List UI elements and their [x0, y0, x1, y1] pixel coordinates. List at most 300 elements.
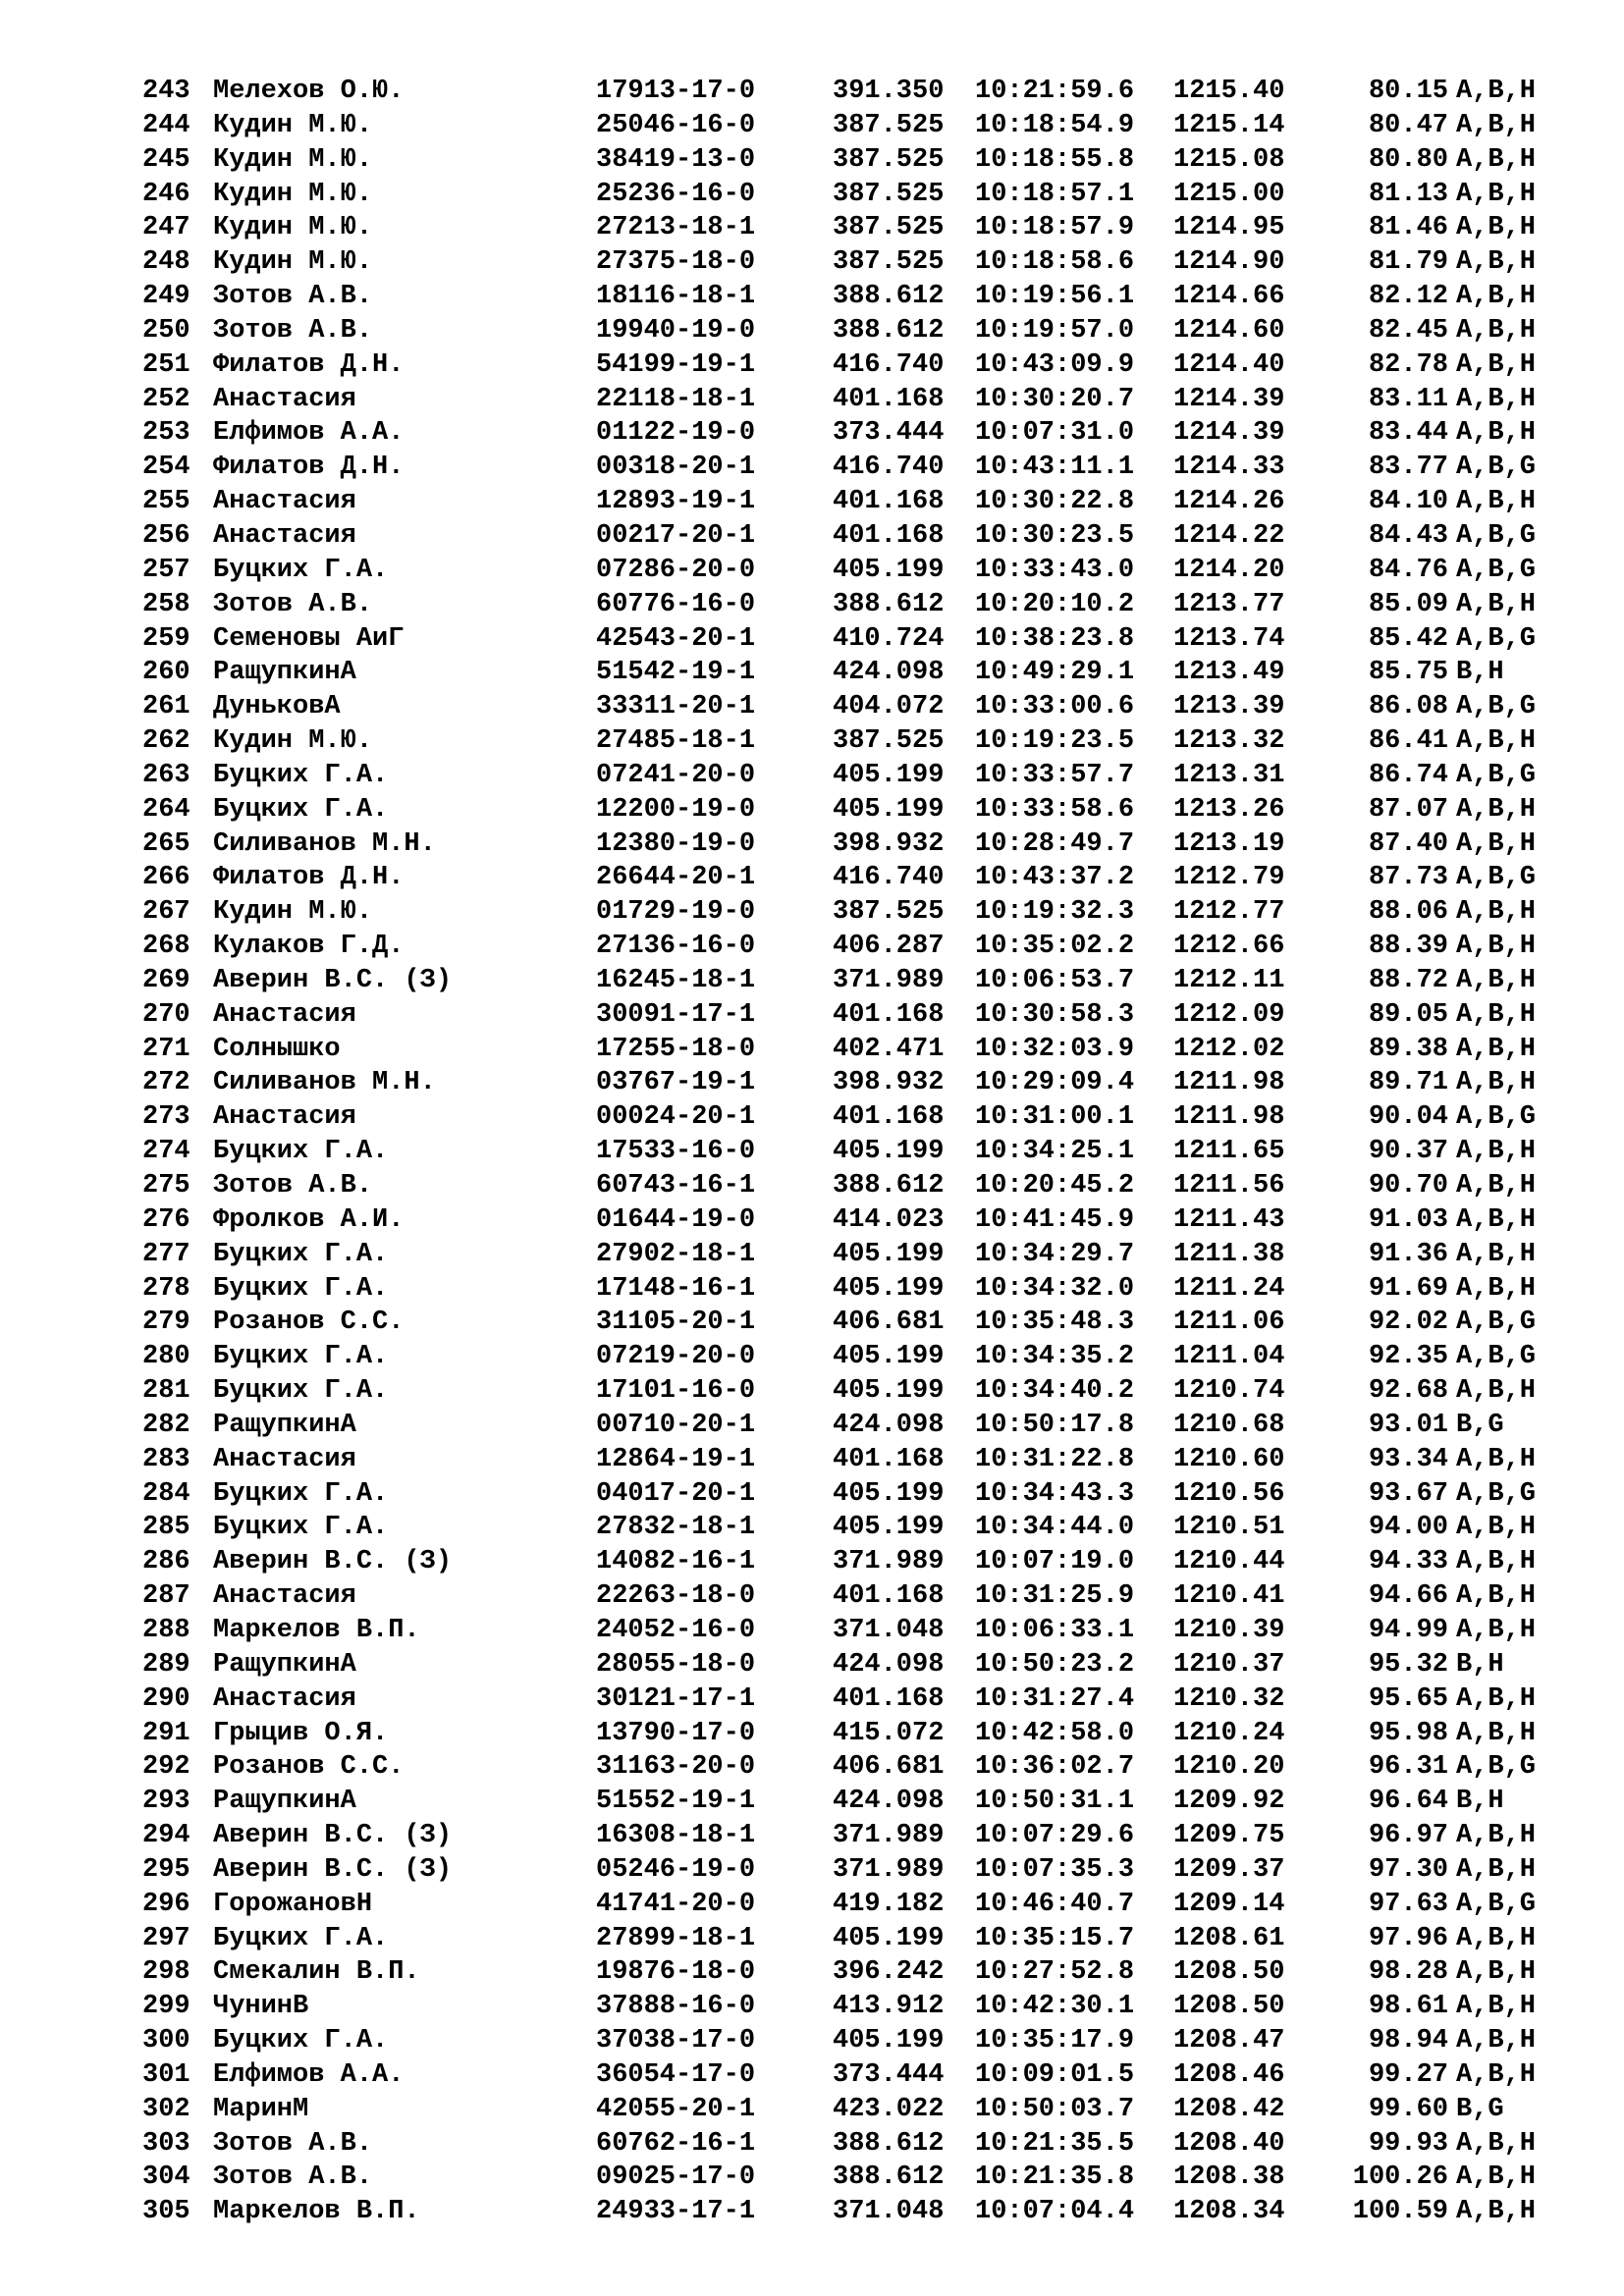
ring-number: 22263-18-0 — [596, 1581, 756, 1612]
percent: 97.63 — [1368, 1889, 1448, 1919]
table-row — [142, 759, 1556, 793]
speed: 1210.37 — [1173, 1649, 1285, 1680]
table-row — [142, 2058, 1556, 2093]
arrival-time: 10:49:29.1 — [975, 658, 1135, 688]
speed: 1214.26 — [1173, 487, 1285, 517]
participant-name: Буцких Г.А. — [213, 1376, 389, 1407]
place-number: 290 — [142, 1683, 190, 1714]
category-marks: A,B,H — [1456, 247, 1537, 278]
distance: 388.612 — [833, 282, 945, 312]
distance: 401.168 — [833, 384, 945, 414]
arrival-time: 10:30:20.7 — [975, 384, 1135, 414]
speed: 1215.00 — [1173, 179, 1285, 209]
participant-name: Анастасия — [213, 1444, 356, 1474]
table-row — [142, 1750, 1556, 1785]
participant-name: Буцких Г.А. — [213, 1923, 389, 1953]
percent: 86.08 — [1368, 692, 1448, 722]
table-row — [142, 2093, 1556, 2127]
place-number: 296 — [142, 1889, 190, 1919]
participant-name: Кудин М.Ю. — [213, 897, 373, 928]
table-row — [142, 109, 1556, 143]
percent: 95.98 — [1368, 1718, 1448, 1748]
speed: 1209.37 — [1173, 1854, 1285, 1885]
participant-name: Аверин В.С. (З) — [213, 1547, 453, 1577]
arrival-time: 10:18:55.8 — [975, 144, 1135, 175]
speed: 1210.44 — [1173, 1547, 1285, 1577]
distance: 388.612 — [833, 315, 945, 346]
participant-name: Семеновы АиГ — [213, 623, 405, 654]
place-number: 299 — [142, 1992, 190, 2022]
ring-number: 19876-18-0 — [596, 1957, 756, 1988]
distance: 424.098 — [833, 1649, 945, 1680]
percent: 94.66 — [1368, 1581, 1448, 1612]
speed: 1208.38 — [1173, 2163, 1285, 2193]
arrival-time: 10:06:53.7 — [975, 965, 1135, 995]
participant-name: РащупкинА — [213, 658, 356, 688]
arrival-time: 10:30:22.8 — [975, 487, 1135, 517]
participant-name: Кудин М.Ю. — [213, 110, 373, 140]
table-row — [142, 690, 1556, 724]
category-marks: A,B,G — [1456, 520, 1537, 551]
participant-name: Аверин В.С. (З) — [213, 1854, 453, 1885]
arrival-time: 10:19:32.3 — [975, 897, 1135, 928]
table-row — [142, 1990, 1556, 2024]
place-number: 246 — [142, 179, 190, 209]
category-marks: A,B,H — [1456, 1137, 1537, 1167]
percent: 100.59 — [1352, 2197, 1448, 2227]
category-marks: A,B,H — [1456, 794, 1537, 825]
table-row — [142, 1579, 1556, 1614]
distance: 371.048 — [833, 1615, 945, 1645]
table-row — [142, 930, 1556, 964]
category-marks: A,B,H — [1456, 1068, 1537, 1098]
category-marks: A,B,H — [1456, 315, 1537, 346]
ring-number: 16308-18-1 — [596, 1821, 756, 1851]
ring-number: 12200-19-0 — [596, 794, 756, 825]
arrival-time: 10:31:00.1 — [975, 1102, 1135, 1133]
distance: 405.199 — [833, 555, 945, 585]
category-marks: A,B,H — [1456, 213, 1537, 243]
place-number: 275 — [142, 1171, 190, 1201]
table-row — [142, 1785, 1556, 1819]
place-number: 285 — [142, 1513, 190, 1543]
speed: 1208.61 — [1173, 1923, 1285, 1953]
table-row — [142, 1203, 1556, 1238]
percent: 82.12 — [1368, 282, 1448, 312]
percent: 97.96 — [1368, 1923, 1448, 1953]
place-number: 280 — [142, 1342, 190, 1372]
participant-name: Буцких Г.А. — [213, 1342, 389, 1372]
ring-number: 27832-18-1 — [596, 1513, 756, 1543]
arrival-time: 10:43:11.1 — [975, 453, 1135, 483]
place-number: 254 — [142, 453, 190, 483]
category-marks: A,B,G — [1456, 1102, 1537, 1133]
category-marks: A,B,H — [1456, 1444, 1537, 1474]
distance: 388.612 — [833, 2128, 945, 2159]
category-marks: A,B,H — [1456, 965, 1537, 995]
participant-name: Маркелов В.П. — [213, 1615, 420, 1645]
arrival-time: 10:29:09.4 — [975, 1068, 1135, 1098]
table-row — [142, 1511, 1556, 1545]
distance: 405.199 — [833, 2026, 945, 2056]
category-marks: A,B,H — [1456, 2128, 1537, 2159]
table-row — [142, 998, 1556, 1033]
category-marks: A,B,G — [1456, 555, 1537, 585]
distance: 401.168 — [833, 487, 945, 517]
ring-number: 26644-20-1 — [596, 863, 756, 893]
speed: 1210.74 — [1173, 1376, 1285, 1407]
distance: 423.022 — [833, 2094, 945, 2124]
arrival-time: 10:20:10.2 — [975, 589, 1135, 619]
arrival-time: 10:27:52.8 — [975, 1957, 1135, 1988]
ring-number: 14082-16-1 — [596, 1547, 756, 1577]
category-marks: A,B,G — [1456, 692, 1537, 722]
speed: 1209.92 — [1173, 1787, 1285, 1817]
ring-number: 17101-16-0 — [596, 1376, 756, 1407]
place-number: 252 — [142, 384, 190, 414]
speed: 1212.77 — [1173, 897, 1285, 928]
ring-number: 42543-20-1 — [596, 623, 756, 654]
distance: 387.525 — [833, 110, 945, 140]
category-marks: A,B,H — [1456, 1683, 1537, 1714]
ring-number: 27375-18-0 — [596, 247, 756, 278]
distance: 387.525 — [833, 897, 945, 928]
table-row — [142, 1033, 1556, 1067]
ring-number: 13790-17-0 — [596, 1718, 756, 1748]
participant-name: Силиванов М.Н. — [213, 1068, 436, 1098]
participant-name: Буцких Г.А. — [213, 760, 389, 790]
place-number: 250 — [142, 315, 190, 346]
participant-name: Буцких Г.А. — [213, 1478, 389, 1509]
percent: 80.15 — [1368, 77, 1448, 106]
table-row — [142, 1272, 1556, 1307]
distance: 371.989 — [833, 1821, 945, 1851]
place-number: 289 — [142, 1649, 190, 1680]
participant-name: Аверин В.С. (З) — [213, 1821, 453, 1851]
participant-name: Филатов Д.Н. — [213, 349, 405, 380]
ring-number: 25046-16-0 — [596, 110, 756, 140]
ring-number: 33311-20-1 — [596, 692, 756, 722]
speed: 1208.47 — [1173, 2026, 1285, 2056]
percent: 87.73 — [1368, 863, 1448, 893]
percent: 81.79 — [1368, 247, 1448, 278]
percent: 99.60 — [1368, 2094, 1448, 2124]
distance: 388.612 — [833, 589, 945, 619]
speed: 1213.31 — [1173, 760, 1285, 790]
ring-number: 60762-16-1 — [596, 2128, 756, 2159]
participant-name: Буцких Г.А. — [213, 1137, 389, 1167]
arrival-time: 10:43:37.2 — [975, 863, 1135, 893]
category-marks: A,B,H — [1456, 1513, 1537, 1543]
category-marks: A,B,G — [1456, 1308, 1537, 1338]
speed: 1212.02 — [1173, 1034, 1285, 1064]
speed: 1215.08 — [1173, 144, 1285, 175]
ring-number: 17255-18-0 — [596, 1034, 756, 1064]
category-marks: A,B,H — [1456, 999, 1537, 1030]
distance: 419.182 — [833, 1889, 945, 1919]
arrival-time: 10:33:00.6 — [975, 692, 1135, 722]
table-row — [142, 1100, 1556, 1135]
percent: 98.28 — [1368, 1957, 1448, 1988]
speed: 1208.50 — [1173, 1992, 1285, 2022]
category-marks: A,B,H — [1456, 349, 1537, 380]
percent: 90.70 — [1368, 1171, 1448, 1201]
place-number: 271 — [142, 1034, 190, 1064]
ring-number: 01122-19-0 — [596, 418, 756, 449]
speed: 1213.32 — [1173, 726, 1285, 757]
place-number: 303 — [142, 2128, 190, 2159]
place-number: 298 — [142, 1957, 190, 1988]
arrival-time: 10:18:54.9 — [975, 110, 1135, 140]
arrival-time: 10:38:23.8 — [975, 623, 1135, 654]
participant-name: Кудин М.Ю. — [213, 213, 373, 243]
participant-name: Елфимов А.А. — [213, 2059, 405, 2090]
arrival-time: 10:41:45.9 — [975, 1204, 1135, 1235]
place-number: 305 — [142, 2197, 190, 2227]
ring-number: 25236-16-0 — [596, 179, 756, 209]
speed: 1212.66 — [1173, 932, 1285, 962]
arrival-time: 10:30:23.5 — [975, 520, 1135, 551]
participant-name: РащупкинА — [213, 1410, 356, 1440]
percent: 88.72 — [1368, 965, 1448, 995]
percent: 96.97 — [1368, 1821, 1448, 1851]
table-row — [142, 2127, 1556, 2162]
ring-number: 24052-16-0 — [596, 1615, 756, 1645]
ring-number: 17913-17-0 — [596, 77, 756, 106]
percent: 91.03 — [1368, 1204, 1448, 1235]
ring-number: 54199-19-1 — [596, 349, 756, 380]
table-row — [142, 828, 1556, 862]
percent: 85.09 — [1368, 589, 1448, 619]
table-row — [142, 1477, 1556, 1512]
ring-number: 07286-20-0 — [596, 555, 756, 585]
distance: 398.932 — [833, 1068, 945, 1098]
distance: 405.199 — [833, 1239, 945, 1269]
participant-name: ГорожановН — [213, 1889, 373, 1919]
place-number: 283 — [142, 1444, 190, 1474]
speed: 1214.33 — [1173, 453, 1285, 483]
ring-number: 00318-20-1 — [596, 453, 756, 483]
participant-name: Анастасия — [213, 487, 356, 517]
place-number: 248 — [142, 247, 190, 278]
table-row — [142, 280, 1556, 314]
participant-name: Буцких Г.А. — [213, 1513, 389, 1543]
percent: 83.77 — [1368, 453, 1448, 483]
percent: 93.67 — [1368, 1478, 1448, 1509]
category-marks: B,H — [1456, 1787, 1504, 1817]
arrival-time: 10:50:31.1 — [975, 1787, 1135, 1817]
arrival-time: 10:19:56.1 — [975, 282, 1135, 312]
arrival-time: 10:19:57.0 — [975, 315, 1135, 346]
arrival-time: 10:42:58.0 — [975, 1718, 1135, 1748]
arrival-time: 10:32:03.9 — [975, 1034, 1135, 1064]
percent: 86.74 — [1368, 760, 1448, 790]
distance: 405.199 — [833, 1273, 945, 1304]
table-row — [142, 588, 1556, 622]
ring-number: 27485-18-1 — [596, 726, 756, 757]
percent: 95.65 — [1368, 1683, 1448, 1714]
category-marks: B,H — [1456, 1649, 1504, 1680]
percent: 84.10 — [1368, 487, 1448, 517]
place-number: 293 — [142, 1787, 190, 1817]
table-row — [142, 416, 1556, 451]
category-marks: A,B,H — [1456, 1718, 1537, 1748]
participant-name: ЧунинВ — [213, 1992, 309, 2022]
ring-number: 16245-18-1 — [596, 965, 756, 995]
arrival-time: 10:50:03.7 — [975, 2094, 1135, 2124]
speed: 1210.68 — [1173, 1410, 1285, 1440]
distance: 405.199 — [833, 760, 945, 790]
percent: 96.64 — [1368, 1787, 1448, 1817]
participant-name: Буцких Г.А. — [213, 794, 389, 825]
participant-name: Фролков А.И. — [213, 1204, 405, 1235]
arrival-time: 10:31:22.8 — [975, 1444, 1135, 1474]
participant-name: Зотов А.В. — [213, 2128, 373, 2159]
table-row — [142, 1648, 1556, 1682]
ring-number: 12893-19-1 — [596, 487, 756, 517]
place-number: 292 — [142, 1752, 190, 1783]
place-number: 253 — [142, 418, 190, 449]
distance: 413.912 — [833, 1992, 945, 2022]
participant-name: Кудин М.Ю. — [213, 247, 373, 278]
speed: 1215.40 — [1173, 77, 1285, 106]
table-row — [142, 1443, 1556, 1477]
place-number: 294 — [142, 1821, 190, 1851]
participant-name: Силиванов М.Н. — [213, 828, 436, 859]
speed: 1212.09 — [1173, 999, 1285, 1030]
arrival-time: 10:34:43.3 — [975, 1478, 1135, 1509]
distance: 414.023 — [833, 1204, 945, 1235]
percent: 92.68 — [1368, 1376, 1448, 1407]
table-row — [142, 964, 1556, 998]
place-number: 268 — [142, 932, 190, 962]
ring-number: 27136-16-0 — [596, 932, 756, 962]
participant-name: Анастасия — [213, 999, 356, 1030]
arrival-time: 10:36:02.7 — [975, 1752, 1135, 1783]
speed: 1213.39 — [1173, 692, 1285, 722]
percent: 85.42 — [1368, 623, 1448, 654]
table-row — [142, 1066, 1556, 1100]
arrival-time: 10:30:58.3 — [975, 999, 1135, 1030]
ring-number: 37888-16-0 — [596, 1992, 756, 2022]
table-row — [142, 519, 1556, 554]
place-number: 264 — [142, 794, 190, 825]
place-number: 291 — [142, 1718, 190, 1748]
arrival-time: 10:31:27.4 — [975, 1683, 1135, 1714]
participant-name: Зотов А.В. — [213, 315, 373, 346]
distance: 424.098 — [833, 1410, 945, 1440]
ring-number: 07219-20-0 — [596, 1342, 756, 1372]
category-marks: A,B,H — [1456, 77, 1537, 106]
table-row — [142, 1545, 1556, 1579]
speed: 1211.56 — [1173, 1171, 1285, 1201]
ring-number: 51542-19-1 — [596, 658, 756, 688]
percent: 93.34 — [1368, 1444, 1448, 1474]
table-row — [142, 2195, 1556, 2229]
speed: 1214.39 — [1173, 384, 1285, 414]
distance: 401.168 — [833, 520, 945, 551]
table-row — [142, 1717, 1556, 1751]
arrival-time: 10:21:35.8 — [975, 2163, 1135, 2193]
distance: 401.168 — [833, 1102, 945, 1133]
distance: 415.072 — [833, 1718, 945, 1748]
speed: 1209.75 — [1173, 1821, 1285, 1851]
distance: 424.098 — [833, 658, 945, 688]
ring-number: 12864-19-1 — [596, 1444, 756, 1474]
distance: 401.168 — [833, 1581, 945, 1612]
arrival-time: 10:18:57.9 — [975, 213, 1135, 243]
participant-name: Елфимов А.А. — [213, 418, 405, 449]
participant-name: Зотов А.В. — [213, 1171, 373, 1201]
place-number: 286 — [142, 1547, 190, 1577]
distance: 401.168 — [833, 1683, 945, 1714]
participant-name: Розанов С.С. — [213, 1752, 405, 1783]
category-marks: A,B,H — [1456, 2026, 1537, 2056]
percent: 80.80 — [1368, 144, 1448, 175]
speed: 1208.46 — [1173, 2059, 1285, 2090]
distance: 373.444 — [833, 2059, 945, 2090]
table-row — [142, 1853, 1556, 1888]
participant-name: Анастасия — [213, 1683, 356, 1714]
distance: 401.168 — [833, 1444, 945, 1474]
arrival-time: 10:34:25.1 — [975, 1137, 1135, 1167]
table-row — [142, 793, 1556, 828]
category-marks: A,B,H — [1456, 897, 1537, 928]
arrival-time: 10:21:59.6 — [975, 77, 1135, 106]
percent: 84.43 — [1368, 520, 1448, 551]
ring-number: 17533-16-0 — [596, 1137, 756, 1167]
percent: 89.71 — [1368, 1068, 1448, 1098]
category-marks: A,B,H — [1456, 1376, 1537, 1407]
participant-name: Солнышко — [213, 1034, 341, 1064]
arrival-time: 10:33:58.6 — [975, 794, 1135, 825]
distance: 416.740 — [833, 453, 945, 483]
percent: 94.33 — [1368, 1547, 1448, 1577]
percent: 100.26 — [1352, 2163, 1448, 2193]
table-row — [142, 622, 1556, 657]
percent: 96.31 — [1368, 1752, 1448, 1783]
ring-number: 30121-17-1 — [596, 1683, 756, 1714]
participant-name: ДуньковА — [213, 692, 341, 722]
ring-number: 51552-19-1 — [596, 1787, 756, 1817]
speed: 1210.56 — [1173, 1478, 1285, 1509]
table-row — [142, 724, 1556, 759]
category-marks: A,B,H — [1456, 282, 1537, 312]
category-marks: A,B,H — [1456, 1957, 1537, 1988]
percent: 88.39 — [1368, 932, 1448, 962]
place-number: 279 — [142, 1308, 190, 1338]
place-number: 301 — [142, 2059, 190, 2090]
percent: 85.75 — [1368, 658, 1448, 688]
table-row — [142, 554, 1556, 588]
distance: 371.989 — [833, 965, 945, 995]
table-row — [142, 383, 1556, 417]
ring-number: 00217-20-1 — [596, 520, 756, 551]
table-row — [142, 1135, 1556, 1169]
percent: 87.40 — [1368, 828, 1448, 859]
category-marks: B,G — [1456, 2094, 1504, 2124]
arrival-time: 10:42:30.1 — [975, 1992, 1135, 2022]
place-number: 282 — [142, 1410, 190, 1440]
table-row — [142, 314, 1556, 348]
table-row — [142, 211, 1556, 245]
speed: 1208.42 — [1173, 2094, 1285, 2124]
category-marks: A,B,H — [1456, 110, 1537, 140]
place-number: 287 — [142, 1581, 190, 1612]
ring-number: 41741-20-0 — [596, 1889, 756, 1919]
arrival-time: 10:33:43.0 — [975, 555, 1135, 585]
participant-name: Грыцив О.Я. — [213, 1718, 389, 1748]
